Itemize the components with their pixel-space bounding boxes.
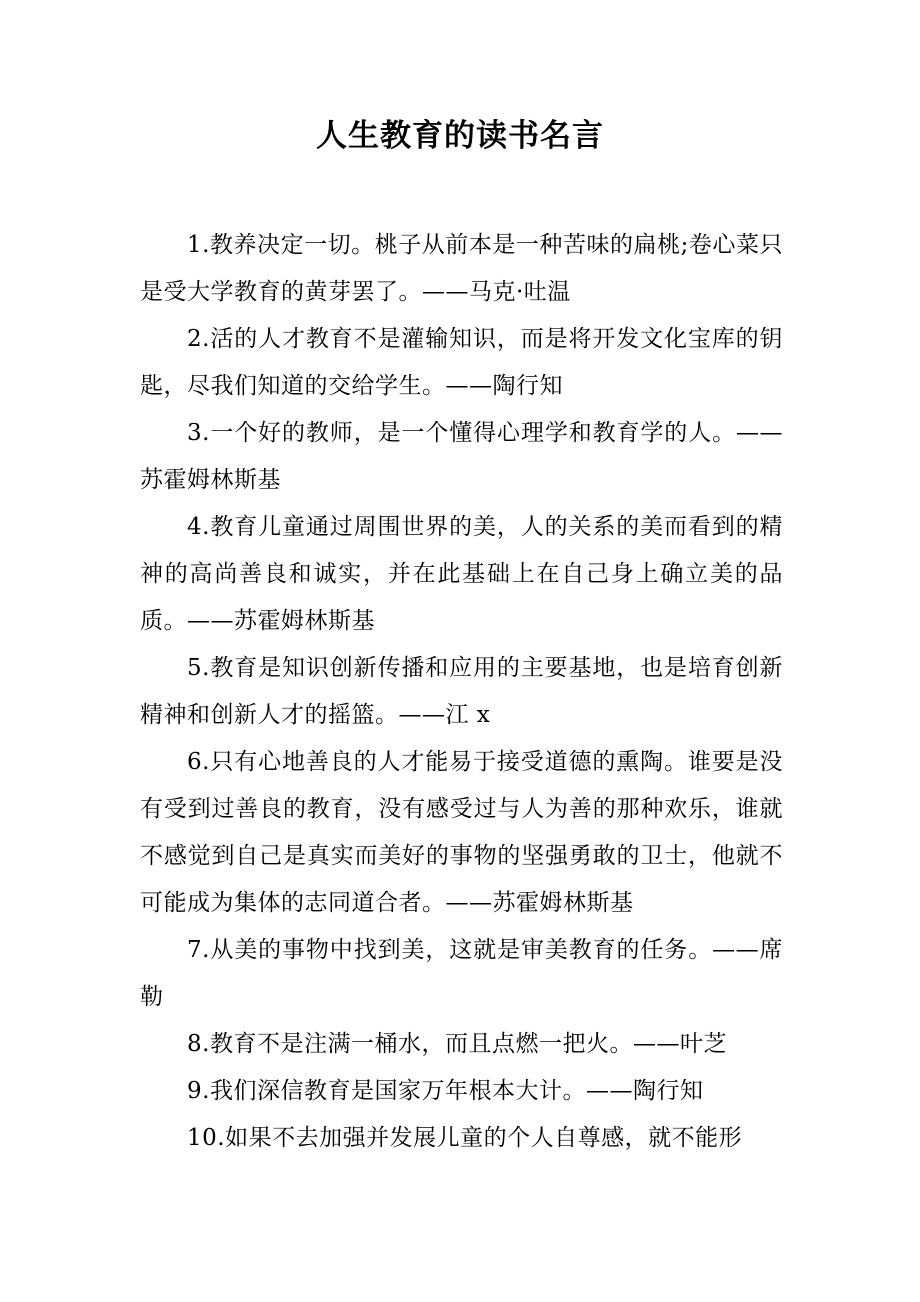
document-title: 人生教育的读书名言 [316, 118, 604, 154]
quote-paragraph-9: 9.我们深信教育是国家万年根本大计。——陶行知 [187, 1078, 704, 1104]
quote-paragraph-10: 10.如果不去加强并发展儿童的个人自尊感，就不能形 [187, 1125, 743, 1151]
quote-paragraph-5: 5.教育是知识创新传播和应用的主要基地，也是培育创新精神和创新人才的摇篮。——江 x [140, 655, 783, 728]
quote-paragraph-4: 4.教育儿童通过周围世界的美，人的关系的美而看到的精神的高尚善良和诚实，并在此基础上在自己身上确立美的品质。——苏霍姆林斯基 [140, 514, 783, 634]
document-body [140, 222, 783, 1162]
quote-paragraph-3: 3.一个好的教师，是一个懂得心理学和教育学的人。——苏霍姆林斯基 [140, 420, 783, 493]
quote-paragraph-7: 7.从美的事物中找到美，这就是审美教育的任务。——席勒 [140, 937, 783, 1010]
quote-paragraph-8: 8.教育不是注满一桶水，而且点燃一把火。——叶芝 [187, 1031, 727, 1057]
quote-paragraph-1: 1.教养决定一切。桃子从前本是一种苦味的扁桃;卷心菜只是受大学教育的黄芽罢了。——马克·吐温 [140, 232, 783, 305]
quote-paragraph-6: 6.只有心地善良的人才能易于接受道德的熏陶。谁要是没有受到过善良的教育，没有感受过与人为善的那种欢乐，谁就不感觉到自己是真实而美好的事物的坚强勇敢的卫士，他就不可能成为集体的志同道合者。——苏霍姆林斯基 [140, 749, 783, 916]
quote-paragraph-2: 2.活的人才教育不是灌输知识，而是将开发文化宝库的钥匙，尽我们知道的交给学生。——陶行知 [140, 326, 783, 399]
